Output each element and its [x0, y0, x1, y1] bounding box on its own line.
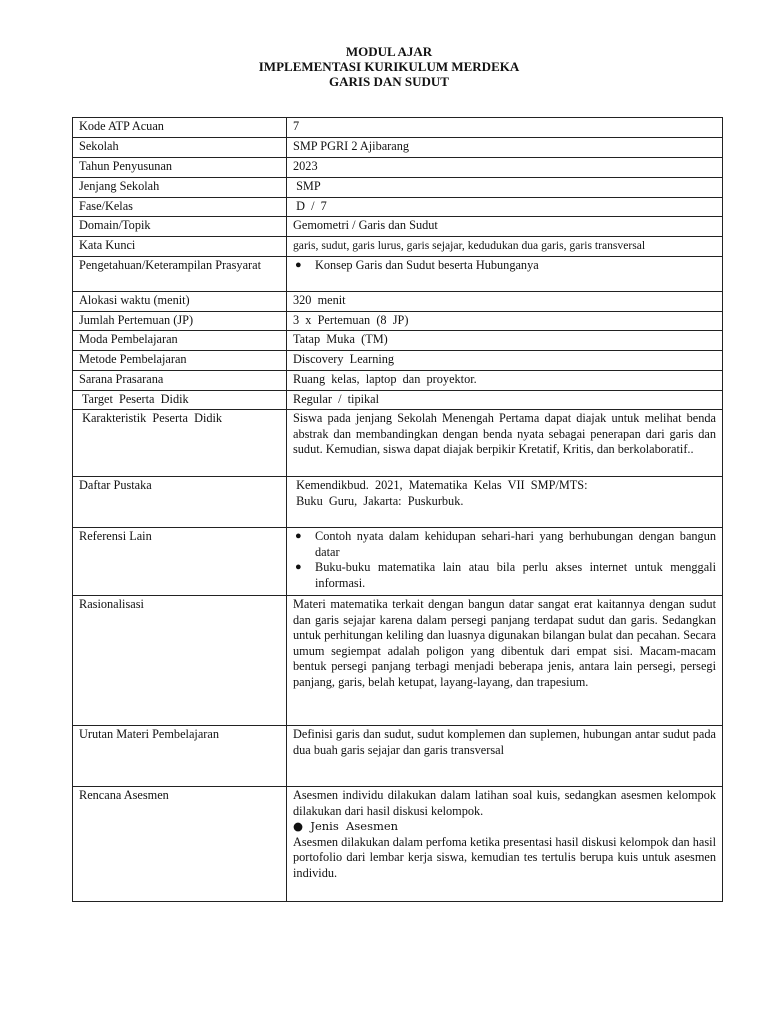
row-value: 3 x Pertemuan (8 JP) — [287, 311, 723, 331]
row-key: Jumlah Pertemuan (JP) — [73, 311, 287, 331]
document-header — [0, 44, 768, 89]
table-row — [73, 410, 723, 477]
row-value — [287, 787, 723, 902]
header-topic: GARIS DAN SUDUT — [329, 74, 449, 89]
row-value: Definisi garis dan sudut, sudut komplemen dan suplemen, hubungan antar sudut pada dua buah garis sejajar dan garis transversal — [287, 726, 723, 787]
table-row — [73, 311, 723, 331]
bullet-text: Buku-buku matematika lain atau bila perlu akses internet untuk menggali informasi. — [315, 560, 716, 590]
assessment-paragraph: Asesmen dilakukan dalam perfoma ketika presentasi hasil diskusi kelompok dan hasil portofolio dari lembar kerja siswa, kemudian tes tertulis berupa kuis untuk asesmen individu. — [293, 834, 716, 880]
header-subtitle: IMPLEMENTASI KURIKULUM MERDEKA — [258, 59, 520, 74]
header-title: MODUL AJAR — [345, 44, 433, 59]
row-key: Daftar Pustaka — [73, 477, 287, 528]
row-key: Rencana Asesmen — [73, 787, 287, 902]
row-value: SMP — [287, 177, 723, 197]
row-value: 2023 — [287, 157, 723, 177]
row-key: Sarana Prasarana — [73, 370, 287, 390]
row-value — [287, 477, 723, 528]
row-key: Rasionalisasi — [73, 596, 287, 726]
row-value: D / 7 — [287, 197, 723, 217]
row-value — [287, 256, 723, 291]
row-key: Karakteristik Peserta Didik — [73, 410, 287, 477]
table-row — [73, 596, 723, 726]
table-row — [73, 528, 723, 596]
row-value: Siswa pada jenjang Sekolah Menengah Pertama dapat diajak untuk melihat benda abstrak dan membandingkan dengan benda nyata sebagai penerapan dari garis dan sudut. Kemudian, siswa dapat diajak berpikir Kretatif, Kritis, dan berkolaboratif.. — [287, 410, 723, 477]
row-value: Gemometri / Garis dan Sudut — [287, 217, 723, 237]
table-row — [73, 787, 723, 902]
table-row — [73, 237, 723, 257]
table-row — [73, 726, 723, 787]
row-value: 320 menit — [287, 291, 723, 311]
list-item — [293, 560, 716, 591]
table-row — [73, 217, 723, 237]
module-info-table — [72, 117, 723, 902]
assessment-type-label: ● Jenis Asesmen — [293, 819, 399, 833]
row-value: Regular / tipikal — [287, 390, 723, 410]
row-key: Pengetahuan/Keterampilan Prasyarat — [73, 256, 287, 291]
table-row — [73, 331, 723, 351]
table-row — [73, 118, 723, 138]
table-row — [73, 197, 723, 217]
row-key: Fase/Kelas — [73, 197, 287, 217]
bullet-text: Contoh nyata dalam kehidupan sehari-hari yang berhubungan dengan bangun datar — [315, 529, 716, 559]
bullet-icon: ● — [295, 561, 302, 573]
table-row — [73, 477, 723, 528]
table-row — [73, 351, 723, 371]
table-row — [73, 370, 723, 390]
row-value: garis, sudut, garis lurus, garis sejajar, kedudukan dua garis, garis transversal — [287, 237, 723, 257]
reference-line: Buku Guru, Jakarta: Puskurbuk. — [293, 493, 464, 508]
row-value: 7 — [287, 118, 723, 138]
row-key: Kode ATP Acuan — [73, 118, 287, 138]
table-row — [73, 157, 723, 177]
row-key: Urutan Materi Pembelajaran — [73, 726, 287, 787]
row-key: Referensi Lain — [73, 528, 287, 596]
row-key: Moda Pembelajaran — [73, 331, 287, 351]
table-row — [73, 256, 723, 291]
row-value: Discovery Learning — [287, 351, 723, 371]
row-key: Tahun Penyusunan — [73, 157, 287, 177]
row-key: Sekolah — [73, 138, 287, 158]
table-row — [73, 291, 723, 311]
table-row — [73, 390, 723, 410]
row-value: Tatap Muka (TM) — [287, 331, 723, 351]
row-key: Target Peserta Didik — [73, 390, 287, 410]
row-key: Alokasi waktu (menit) — [73, 291, 287, 311]
assessment-paragraph: Asesmen individu dilakukan dalam latihan soal kuis, sedangkan asesmen kelompok dilakukan dari hasil diskusi kelompok. — [293, 788, 716, 818]
row-key: Kata Kunci — [73, 237, 287, 257]
table-row — [73, 138, 723, 158]
row-value: Ruang kelas, laptop dan proyektor. — [287, 370, 723, 390]
table-row — [73, 177, 723, 197]
row-key: Domain/Topik — [73, 217, 287, 237]
reference-line: Kemendikbud. 2021, Matematika Kelas VII SMP/MTS: — [293, 478, 588, 492]
row-key: Metode Pembelajaran — [73, 351, 287, 371]
bullet-icon: ● — [295, 258, 302, 271]
row-value: SMP PGRI 2 Ajibarang — [287, 138, 723, 158]
row-key: Jenjang Sekolah — [73, 177, 287, 197]
row-value — [287, 528, 723, 596]
list-item — [293, 529, 716, 560]
bullet-icon: ● — [295, 530, 302, 542]
row-value: Materi matematika terkait dengan bangun datar sangat erat kaitannya dengan sudut dan garis sejajar karena dalam persegi panjang terdapat sudut dan garis. Sedangkan untuk perhitungan keliling dan luasnya digunakan bilangan bulat dan pecahan. Secara umum segiempat adalah poligon yang dibentuk dari empat sisi. Macam-macam bentuk persegi panjang terbagi menjadi beberapa jenis, antara lain persegi, persegi panjang, garis, belah ketupat, layang-layang, dan trapesium. — [287, 596, 723, 726]
bullet-text: Konsep Garis dan Sudut beserta Hubunganya — [315, 257, 539, 272]
